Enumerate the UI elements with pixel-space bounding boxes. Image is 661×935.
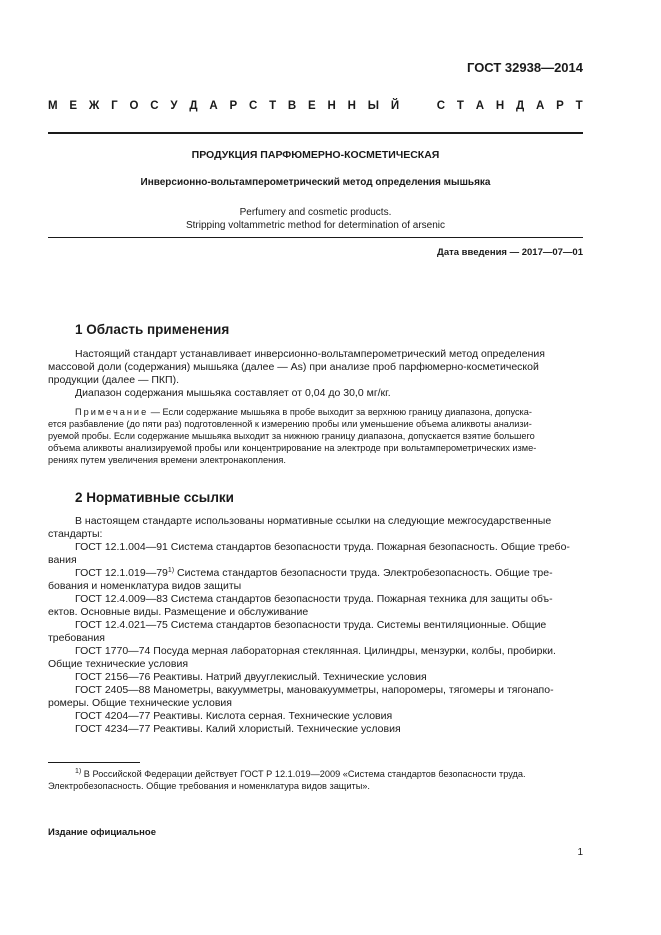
footnote-divider [48,762,140,763]
text-line: массовой доли (содержания) мышьяка (далее — As) при анализе проб парфюмерно-косметической [48,361,539,373]
text-line: В настоящем стандарте использованы нормативные ссылки на следующие межгосударственные [75,515,552,527]
text-line: Настоящий стандарт устанавливает инверсионно-вольтамперометрический метод определения [75,348,545,360]
banner-letter: В [287,100,297,112]
banner-letter: Е [308,100,316,112]
reference-text: Система стандартов безопасности труда. Электробезопасность. Общие тре- [174,567,553,579]
banner-letter: Р [556,100,564,112]
banner-letter: А [475,100,485,112]
banner-letter: А [535,100,545,112]
text-line: Диапазон содержания мышьяка составляет от 0,04 до 30,0 мг/кг. [75,387,391,399]
banner-letter: С [436,100,446,112]
banner-letter: У [170,100,178,112]
text-line: ектов. Основные виды. Размещение и обслуживание [48,606,309,618]
title-subtitle: Инверсионно-вольтамперометрический метод определения мышьяка [140,177,491,188]
official-edition-label: Издание официальное [48,827,156,838]
note-label: Примечание [75,407,149,417]
text-line: вания [48,554,77,566]
reference-item: ГОСТ 2405—88 Манометры, вакуумметры, мановакуумметры, напоромеры, тягомеры и тягонапо- [75,684,554,696]
reference-code: ГОСТ 12.1.019—79 [75,567,168,579]
banner-letter: Н [347,100,356,112]
title-english-line: Perfumery and cosmetic products. [239,207,392,218]
section-heading-scope: 1 Область применения [75,322,230,337]
text-line: бования и номенклатура видов защиты [48,580,242,592]
note-text: — Если содержание мышьяка в пробе выходит за верхнюю границу диапазона, допуска- [148,407,532,417]
note-line: рениях путем увеличения времени электронакопления. [48,455,286,465]
banner-letter: Н [327,100,336,112]
banner-letter: А [209,100,218,112]
banner-letter: Ы [367,100,380,112]
note-line: ется разбавление (до пяти раз) подготовленной к измерению пробы или уменьшение объема аликвоты анализи- [48,419,532,429]
banner-letter: Н [495,100,505,112]
header-divider [48,132,583,134]
note-line [48,406,583,418]
text-line: требования [48,632,105,644]
effective-date: Дата введения — 2017—07—01 [437,247,583,258]
title-main: ПРОДУКЦИЯ ПАРФЮМЕРНО-КОСМЕТИЧЕСКАЯ [191,149,440,161]
title-english [48,206,583,232]
reference-item: ГОСТ 4204—77 Реактивы. Кислота серная. Технические условия [75,710,393,722]
text-line: стандарты: [48,528,103,540]
text-line: Общие технические условия [48,658,189,670]
banner-letter: Т [269,100,277,112]
banner-letter: Д [515,100,525,112]
banner-letter: Д [189,100,198,112]
scope-paragraph [48,348,583,400]
reference-item: ГОСТ 12.4.009—83 Система стандартов безопасности труда. Пожарная техника для защиты объ- [75,593,553,605]
page-number: 1 [577,847,583,858]
footnote-mark: 1) [75,768,82,775]
banner-letter: С [248,100,258,112]
reference-item [48,567,583,580]
banner-letter: Е [69,100,78,112]
banner-letter: Р [229,100,238,112]
banner-letter: Т [575,100,583,112]
text-line: продукции (далее — ПКП). [48,374,179,386]
footnote-line [48,768,583,780]
footnote-text: В Российской Федерации действует ГОСТ Р 12.1.019—2009 «Система стандартов безопасности труда. [81,769,526,779]
banner-gap [411,100,425,112]
text-line: ромеры. Общие технические условия [48,697,232,709]
reference-item: ГОСТ 1770—74 Посуда мерная лабораторная стеклянная. Цилиндры, мензурки, колбы, пробирки. [75,645,556,657]
footnote-line: Электробезопасность. Общие требования и номенклатура видов защиты». [48,781,370,791]
footnote [48,768,583,792]
title-english-line: Stripping voltammetric method for determination of arsenic [185,220,445,231]
reference-item: ГОСТ 12.1.004—91 Система стандартов безопасности труда. Пожарная безопасность. Общие требо- [75,541,570,553]
scope-note [48,406,583,466]
standard-code: ГОСТ 32938—2014 [467,60,583,75]
banner-letter: Й [390,100,400,112]
banner-letter: С [150,100,159,112]
section-heading-references: 2 Нормативные ссылки [75,490,234,505]
footnote-ref[interactable]: 1) [167,567,175,574]
reference-item: ГОСТ 4234—77 Реактивы. Калий хлористый. Технические условия [75,723,401,735]
reference-item: ГОСТ 2156—76 Реактивы. Натрий двууглекислый. Технические условия [75,671,427,683]
references-list [48,515,583,736]
banner-letter: Ж [88,100,100,112]
banner-interstate-standard [48,100,583,112]
banner-letter: М [48,100,58,112]
banner-letter: Т [456,100,464,112]
banner-letter: Г [111,100,118,112]
reference-item: ГОСТ 12.4.021—75 Система стандартов безопасности труда. Системы вентиляционные. Общие [75,619,547,631]
note-line: объема аликвоты анализируемой пробы или концентрирование на электроде при вольтамперометрических изме- [48,443,537,453]
note-line: руемой пробы. Если содержание мышьяка выходит за нижнюю границу диапазона, допускается взятие большего [48,431,535,441]
banner-letter: О [129,100,139,112]
title-divider [48,237,583,238]
